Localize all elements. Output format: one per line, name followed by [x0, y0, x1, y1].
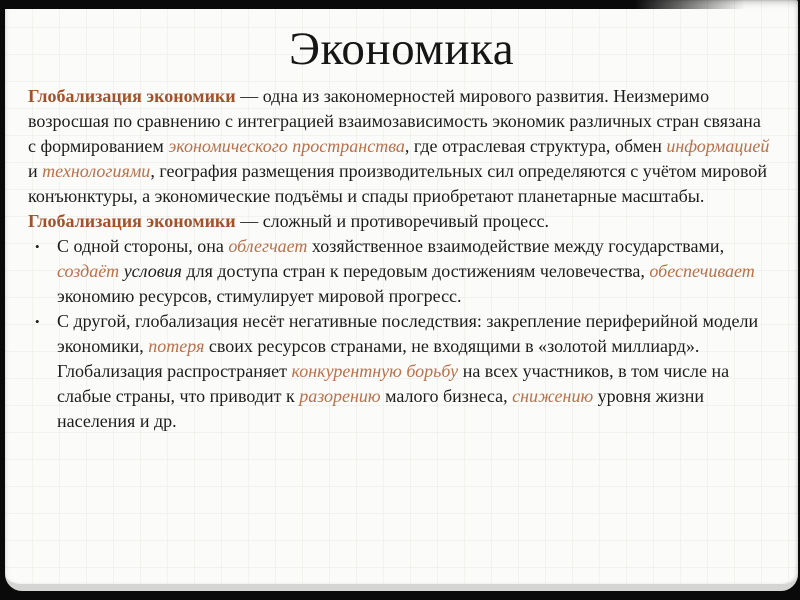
- bullet-item: [28, 234, 773, 309]
- text-run: создаёт: [57, 261, 124, 282]
- slide-title: Экономика: [288, 23, 515, 75]
- text-run: снижению: [512, 386, 594, 407]
- text-run: — сложный и противоречивый процесс.: [235, 211, 550, 232]
- bullet-item: [28, 309, 773, 434]
- text-run: С другой, глобализация несёт негативные последствия: закрепление периферийной модели экономики,: [57, 311, 759, 357]
- text-run: , где отраслевая структура, обмен: [404, 136, 667, 157]
- text-run: Глобализация экономики: [28, 211, 236, 232]
- text-run: потеря: [148, 336, 205, 357]
- text-run: своих ресурсов странами, не входящими в «золотой миллиард». Глобализация распространяет: [57, 336, 700, 382]
- text-run: информацией: [666, 136, 770, 157]
- text-run: Глобализация экономики: [28, 86, 236, 107]
- text-run: хозяйственное взаимодействие между государствами,: [307, 236, 725, 257]
- text-run: уровня жизни населения и др.: [57, 386, 705, 432]
- text-run: обеспечивает: [649, 261, 755, 282]
- paragraph: [28, 84, 773, 209]
- text-run: облегчает: [228, 236, 308, 257]
- paragraph: [28, 209, 773, 234]
- text-run: на всех участников, в том числе на слабые страны, что приводит к: [57, 361, 730, 407]
- text-run: условия: [123, 261, 182, 282]
- text-run: экономию ресурсов, стимулирует мировой прогресс.: [57, 286, 462, 307]
- text-run: С одной стороны, она: [57, 236, 229, 257]
- text-run: малого бизнеса,: [380, 386, 513, 407]
- text-run: для доступа стран к передовым достижениям человечества,: [181, 261, 650, 282]
- top-shadow-bar: [0, 0, 745, 9]
- text-run: конкурентную борьбу: [291, 361, 459, 382]
- bullet-marker: •: [35, 239, 40, 255]
- text-run: разорению: [299, 386, 381, 407]
- text-run: , география размещения производительных сил определяются с учётом мировой конъюнктуры, а экономические подъёмы и спады приобретают планетарные масштабы.: [28, 161, 768, 207]
- text-run: экономического пространства: [168, 136, 405, 157]
- text-run: технологиями: [42, 161, 151, 182]
- slide-body: [28, 84, 773, 434]
- slide: [5, 0, 798, 591]
- text-run: и: [28, 161, 43, 182]
- bullet-marker: •: [35, 314, 40, 330]
- text-run: — одна из закономерностей мирового развития. Неизмеримо возросшая по сравнению с интеграцией взаимозависимость экономик различных стран связана с формированием: [28, 86, 761, 157]
